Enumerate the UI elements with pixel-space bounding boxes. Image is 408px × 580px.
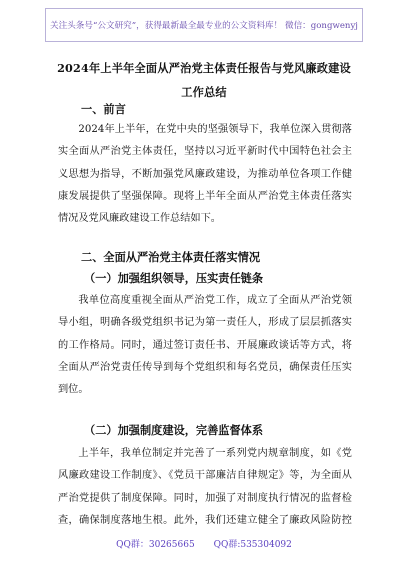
footer (0, 537, 408, 550)
system-building-paragraph: 上半年，我单位制定并完善了一系列党内规章制度，如《党风廉政建设工作制度》、《党员干部廉洁自律规定》等，为全面从严治党提供了制度保障。同时，加强了对制度执行情况的监督检查，确保制度落地生根。此外，我们还建立健全了廉政风险防控 (58, 448, 352, 526)
organization-paragraph: 我单位高度重视全面从严治党工作，成立了全面从严治党领导小组，明确各级党组织书记为第一责任人，形成了层层抓落实的工作格局。同时，通过签订责任书、开展廉政谈话等方式，将全面从严治党责任传导到每个党组织和每名党员，确保责任压实到位。 (58, 295, 352, 396)
footer-qq-group-2: QQ群:535304092 (213, 540, 292, 550)
subheading-organization: （一）加强组织领导，压实责任链条 (84, 271, 264, 285)
section-heading-responsibility: 二、全面从严治党主体责任落实情况 (81, 250, 261, 264)
promo-banner: 关注头条号“公文研究”，获得最新最全最专业的公文资料库！ 微信：gongwenyj (45, 8, 363, 42)
subheading-system-building: （二）加强制度建设，完善监督体系 (84, 423, 264, 437)
document-title-line-1: 2024年上半年全面从严治党主体责任报告与党风廉政建设 (57, 61, 351, 75)
preface-paragraph: 2024年上半年，在党中央的坚强领导下，我单位深入贯彻落实全面从严治党主体责任，坚持以习近平新时代中国特色社会主义思想为指导，不断加强党风廉政建设，为推动单位各项工作健康发展提供了坚强保障。现将上半年全面从严治党主体责任落实情况及党风廉政建设工作总结如下。 (58, 124, 352, 225)
document-title-line-2: 工作总结 (181, 85, 227, 99)
section-heading-preface: 一、前言 (81, 102, 126, 116)
footer-qq-group-1: QQ群：30265665 (116, 540, 195, 550)
